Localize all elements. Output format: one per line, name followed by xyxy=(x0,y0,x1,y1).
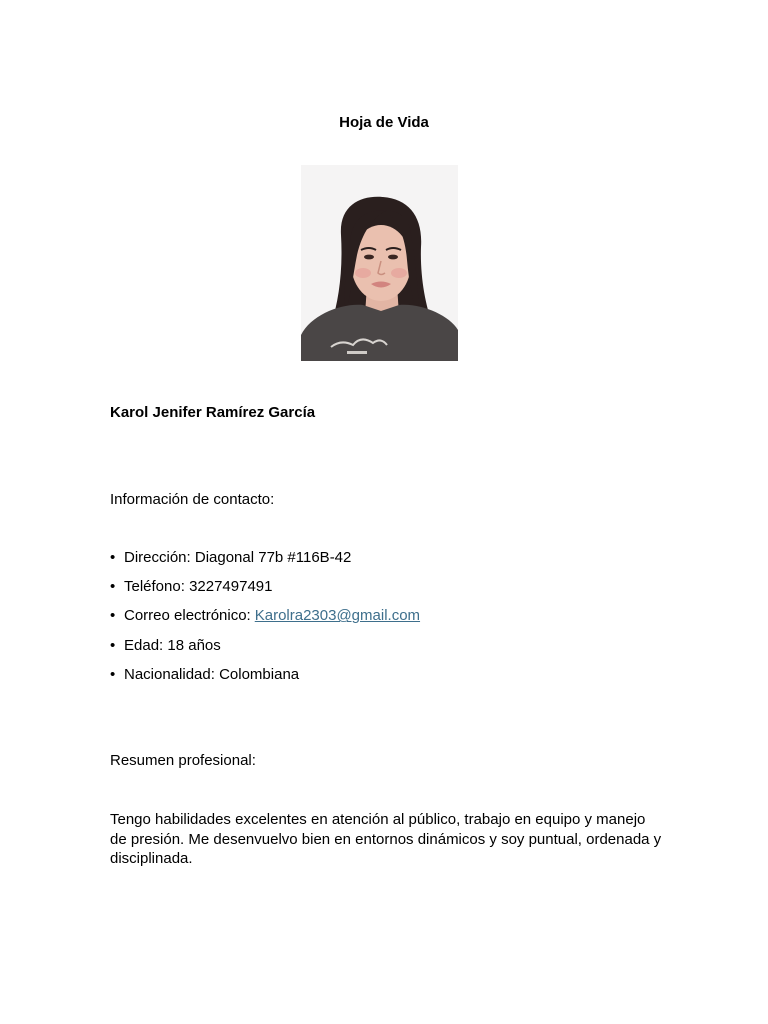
contact-label: Dirección: xyxy=(124,549,191,566)
contact-label: Teléfono: xyxy=(124,578,185,596)
contact-label: Nacionalidad: xyxy=(124,665,215,683)
contact-label: Edad: xyxy=(124,636,164,654)
bullet-icon: • xyxy=(110,607,116,625)
contact-value: 3227497491 xyxy=(189,578,273,596)
contact-value: Colombiana xyxy=(219,665,300,683)
bullet-icon: • xyxy=(110,549,116,566)
candidate-name: Karol Jenifer Ramírez García xyxy=(110,404,316,421)
contact-value: Diagonal 77b #116B-42 xyxy=(194,549,352,566)
bullet-icon: • xyxy=(110,636,116,654)
contact-list xyxy=(110,549,420,695)
list-item xyxy=(110,578,420,607)
contact-label: Correo electrónico: xyxy=(124,607,251,625)
list-item xyxy=(110,607,420,636)
portrait-illustration xyxy=(301,165,458,361)
email-link[interactable]: Karolra2303@gmail.com xyxy=(254,607,421,625)
summary-heading: Resumen profesional: xyxy=(110,752,256,769)
list-item xyxy=(110,549,420,578)
contact-value: 18 años xyxy=(167,636,221,654)
document-title: Hoja de Vida xyxy=(339,114,429,131)
contact-heading: Información de contacto: xyxy=(110,491,275,508)
bullet-icon: • xyxy=(110,665,116,683)
bullet-icon: • xyxy=(110,578,116,596)
list-item xyxy=(110,666,420,695)
summary-paragraph: Tengo habilidades excelentes en atención al público, trabajo en equipo y manejo de presión. Me desenvuelvo bien en entornos dinámicos y soy puntual, ordenada y disciplinada. xyxy=(110,811,662,867)
list-item xyxy=(110,637,420,666)
profile-photo xyxy=(301,165,458,361)
